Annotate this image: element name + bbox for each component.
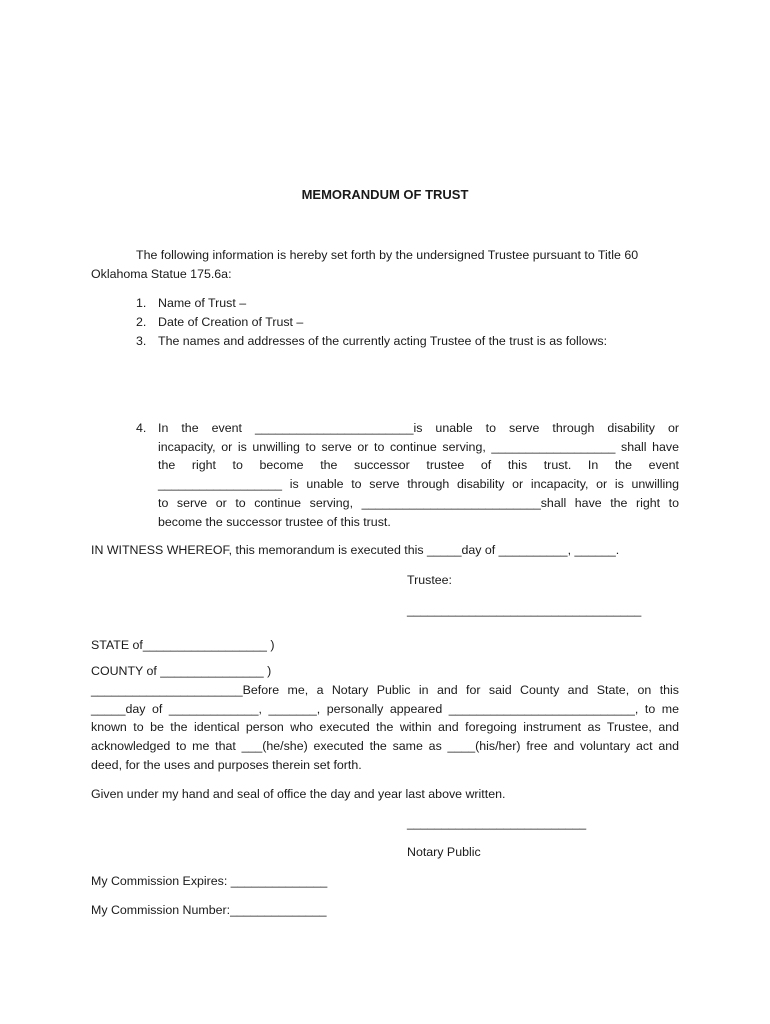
notary-paragraph-line: ______________________Before me, a Notary Public in and for said County and State, on this (91, 683, 679, 697)
intro-line-2: Oklahoma Statue 175.6a: (91, 267, 232, 281)
trustee-label: Trustee: (407, 573, 452, 587)
notary-paragraph-line: known to be the identical person who executed the within and foregoing instrument as Trustee, and (91, 720, 679, 734)
item-4-number: 4. (136, 421, 147, 435)
notary-paragraph-line: _____day of _____________, _______, personally appeared ___________________________, to me (91, 702, 679, 716)
notary-signature-line: __________________________ (407, 816, 587, 830)
page-title: MEMORANDUM OF TRUST (301, 187, 469, 202)
item-4-line: incapacity, or is unwilling to serve or to continue serving, __________________ shall have (158, 440, 679, 454)
notary-paragraph-line: acknowledged to me that ___(he/she) executed the same as ____(his/her) free and voluntary act and (91, 739, 679, 753)
trustee-signature-line: __________________________________ (407, 603, 642, 617)
notary-paragraph-line: deed, for the uses and purposes therein set forth. (91, 758, 362, 772)
item-2-number: 2. (136, 315, 147, 329)
intro-line-1: The following information is hereby set forth by the undersigned Trustee pursuant to Title 60 (136, 248, 639, 262)
item-3-text: The names and addresses of the currently acting Trustee of the trust is as follows: (158, 334, 608, 348)
county-line: COUNTY of _______________ ) (91, 664, 272, 678)
item-4-line: In the event _______________________is unable to serve through disability or (158, 421, 679, 435)
item-4-line: the right to become the successor trustee of this trust. In the event (158, 458, 679, 472)
commission-number: My Commission Number:______________ (91, 903, 327, 917)
witness-clause: IN WITNESS WHEREOF, this memorandum is executed this _____day of __________, ______. (91, 543, 620, 557)
commission-expires: My Commission Expires: ______________ (91, 874, 328, 888)
item-3-number: 3. (136, 334, 147, 348)
item-1-number: 1. (136, 296, 147, 310)
item-1-text: Name of Trust – (158, 296, 247, 310)
item-4-line: to serve or to continue serving, __________________________shall have the right to (158, 496, 679, 510)
given-clause: Given under my hand and seal of office the day and year last above written. (91, 787, 506, 801)
item-2-text: Date of Creation of Trust – (158, 315, 304, 329)
state-line: STATE of__________________ ) (91, 638, 275, 652)
notary-public-label: Notary Public (407, 845, 481, 859)
item-4-line: __________________ is unable to serve through disability or incapacity, or is unwilling (158, 477, 679, 491)
item-4-line: become the successor trustee of this trust. (158, 515, 391, 529)
